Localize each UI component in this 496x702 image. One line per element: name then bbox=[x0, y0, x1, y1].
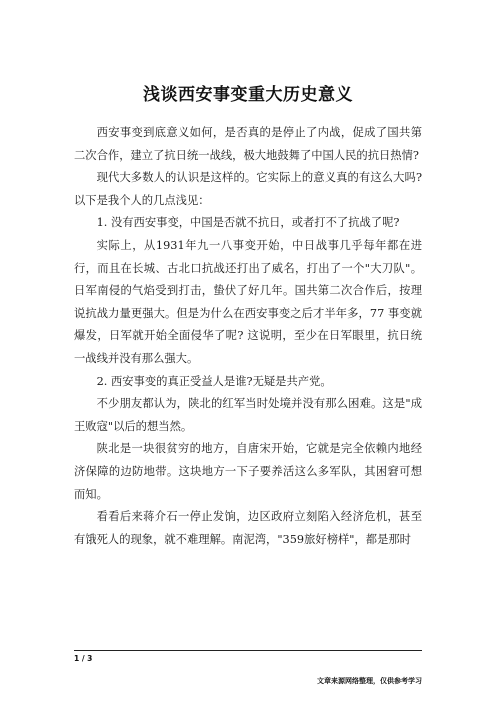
paragraph: 1. 没有西安事变，中国是否就不抗日，或者打不了抗战了呢? bbox=[96, 216, 400, 230]
paragraph: 2. 西安事变的真正受益人是谁?无疑是共产党。 bbox=[96, 374, 332, 388]
document-title: 浅谈西安事变重大历史意义 bbox=[143, 85, 353, 105]
footer-divider bbox=[74, 650, 422, 651]
document-body bbox=[74, 122, 422, 551]
page-number: 1 / 3 bbox=[74, 654, 93, 663]
paragraph: 现代大多数人的认识是这样的。它实际上的意义真的有这么大吗?以下是我个人的几点浅见： bbox=[74, 171, 422, 207]
paragraph: 西安事变到底意义如何，是否真的是停止了内战，促成了国共第二次合作，建立了抗日统一战线，极大地鼓舞了中国人民的抗日热情? bbox=[74, 126, 422, 162]
paragraph: 看看后来蒋介石一停止发饷，边区政府立刻陷入经济危机，甚至有饿死人的现象，就不难理解。南泥湾，"359旅好榜样"，都是那时 bbox=[74, 510, 422, 546]
paragraph: 实际上，从1931年九一八事变开始，中日战事几乎每年都在进行，而且在长城、古北口抗战还打出了威名，打出了一个"大刀队"。日军南侵的气焰受到打击，蛰伏了好几年。国共第二次合作后，按理说抗战力量更强大。但是为什么在西安事变之后才半年多，77 事变就爆发，日军就开始全面侵华了呢? 这说明，至少在日军眼里，抗日统一战线并没有那么强大。 bbox=[74, 238, 422, 365]
paragraph: 陕北是一块很贫穷的地方，自唐宋开始，它就是完全依赖内地经济保障的边防地带。这块地方一下子要养活这么多军队，其困窘可想而知。 bbox=[74, 442, 422, 501]
paragraph: 不少朋友都认为，陕北的红军当时处境并没有那么困难。这是"成王败寇"以后的想当然。 bbox=[74, 397, 422, 433]
source-notice: 文章来源网络整理，仅供参考学习 bbox=[317, 677, 422, 685]
